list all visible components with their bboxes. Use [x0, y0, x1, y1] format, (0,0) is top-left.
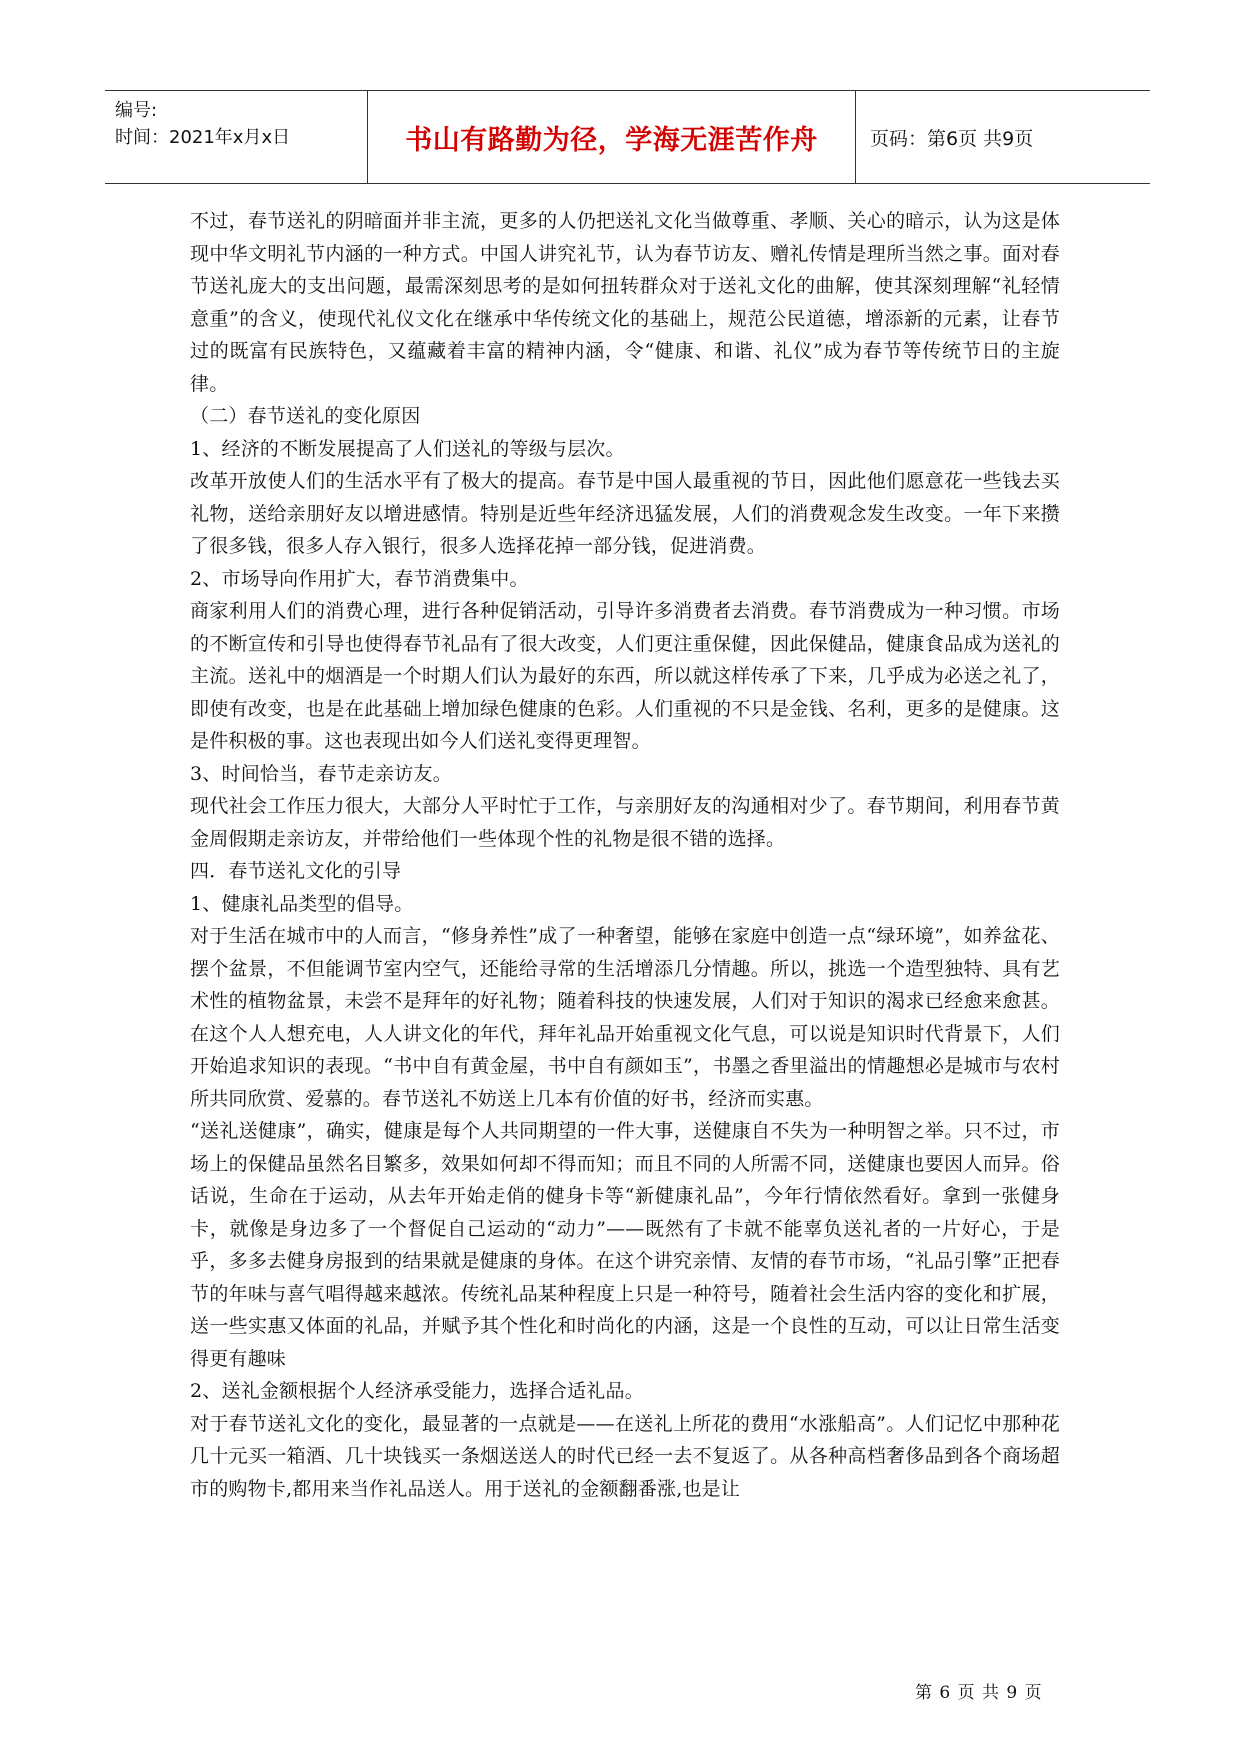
document-time-label: 时间：2021年x月x日	[115, 127, 291, 148]
body-paragraph: 不过，春节送礼的阴暗面并非主流，更多的人仍把送礼文化当做尊重、孝顺、关心的暗示，认为这是体现中华文明礼节内涵的一种方式。中国人讲究礼节，认为春节访友、赠礼传情是理所当然之事。面对春节送礼庞大的支出问题，最需深刻思考的是如何扭转群众对于送礼文化的曲解，使其深刻理解“礼轻情意重”的含义，使现代礼仪文化在继承中华传统文化的基础上，规范公民道德，增添新的元素，让春节过的既富有民族特色，又蕴藏着丰富的精神内涵，令“健康、和谐、礼仪”成为春节等传统节日的主旋律。	[190, 210, 1060, 395]
header-motto-cell	[368, 91, 856, 183]
body-paragraph: 商家利用人们的消费心理，进行各种促销活动，引导许多消费者去消费。春节消费成为一种习惯。市场的不断宣传和引导也使得春节礼品有了很大改变，人们更注重保健，因此保健品，健康食品成为送礼的主流。送礼中的烟酒是一个时期人们认为最好的东西，所以就这样传承了下来，几乎成为必送之礼了，即使有改变，也是在此基础上增加绿色健康的色彩。人们重视的不只是金钱、名利，更多的是健康。这是件积极的事。这也表现出如今人们送礼变得更理智。	[190, 600, 1060, 752]
subsection-heading: 2、送礼金额根据个人经济承受能力，选择合适礼品。	[190, 1380, 644, 1402]
body-paragraph: “送礼送健康”，确实，健康是每个人共同期望的一件大事，送健康自不失为一种明智之举。只不过，市场上的保健品虽然名目繁多，效果如何却不得而知；而且不同的人所需不同，送健康也要因人而异。俗话说，生命在于运动，从去年开始走俏的健身卡等“新健康礼品”，今年行情依然看好。拿到一张健身卡，就像是身边多了一个督促自己运动的“动力”——既然有了卡就不能辜负送礼者的一片好心，于是乎，多多去健身房报到的结果就是健康的身体。在这个讲究亲情、友情的春节市场，“礼品引擎”正把春节的年味与喜气唱得越来越浓。传统礼品某种程度上只是一种符号，随着社会生活内容的变化和扩展，送一些实惠又体面的礼品，并赋予其个性化和时尚化的内涵，这是一个良性的互动，可以让日常生活变得更有趣味	[190, 1120, 1060, 1370]
body-paragraph: 现代社会工作压力很大，大部分人平时忙于工作，与亲朋好友的沟通相对少了。春节期间，利用春节黄金周假期走亲访友，并带给他们一些体现个性的礼物是很不错的选择。	[190, 795, 1060, 850]
subsection-heading: 1、健康礼品类型的倡导。	[190, 892, 414, 915]
section-heading: 四．春节送礼文化的引导	[190, 860, 402, 882]
document-header	[105, 90, 1150, 184]
header-meta	[105, 91, 368, 183]
body-paragraph: 对于春节送礼文化的变化，最显著的一点就是——在送礼上所花的费用“水涨船高”。人们记忆中那种花几十元买一箱酒、几十块钱买一条烟送送人的时代已经一去不复返了。从各种高档奢侈品到各个商场超市的购物卡,都用来当作礼品送人。用于送礼的金额翻番涨,也是让	[190, 1412, 1060, 1500]
subsection-heading: 2、市场导向作用扩大，春节消费集中。	[190, 567, 529, 590]
section-heading: （二）春节送礼的变化原因	[190, 405, 421, 427]
document-body	[190, 205, 1060, 1505]
page-footer-number: 第 6 页 共 9 页	[915, 1683, 1043, 1703]
document-number-label: 编号:	[115, 100, 158, 121]
header-motto: 书山有路勤为径，学海无涯苦作舟	[405, 124, 818, 156]
subsection-heading: 1、经济的不断发展提高了人们送礼的等级与层次。	[190, 437, 625, 460]
body-paragraph: 对于生活在城市中的人而言，“修身养性”成了一种奢望，能够在家庭中创造一点“绿环境”，如养盆花、摆个盆景，不但能调节室内空气，还能给寻常的生活增添几分情趣。所以，挑选一个造型独特、具有艺术性的植物盆景，未尝不是拜年的好礼物；随着科技的快速发展，人们对于知识的渴求已经愈来愈甚。在这个人人想充电，人人讲文化的年代，拜年礼品开始重视文化气息，可以说是知识时代背景下，人们开始追求知识的表现。“书中自有黄金屋，书中自有颜如玉”，书墨之香里溢出的情趣想必是城市与农村所共同欣赏、爱慕的。春节送礼不妨送上几本有价值的好书，经济而实惠。	[190, 925, 1060, 1110]
body-paragraph: 改革开放使人们的生活水平有了极大的提高。春节是中国人最重视的节日，因此他们愿意花一些钱去买礼物，送给亲朋好友以增进感情。特别是近些年经济迅猛发展，人们的消费观念发生改变。一年下来攒了很多钱，很多人存入银行，很多人选择花掉一部分钱，促进消费。	[190, 470, 1060, 557]
header-page-code: 页码：第6页 共9页	[870, 127, 1034, 150]
subsection-heading: 3、时间恰当，春节走亲访友。	[190, 762, 452, 785]
